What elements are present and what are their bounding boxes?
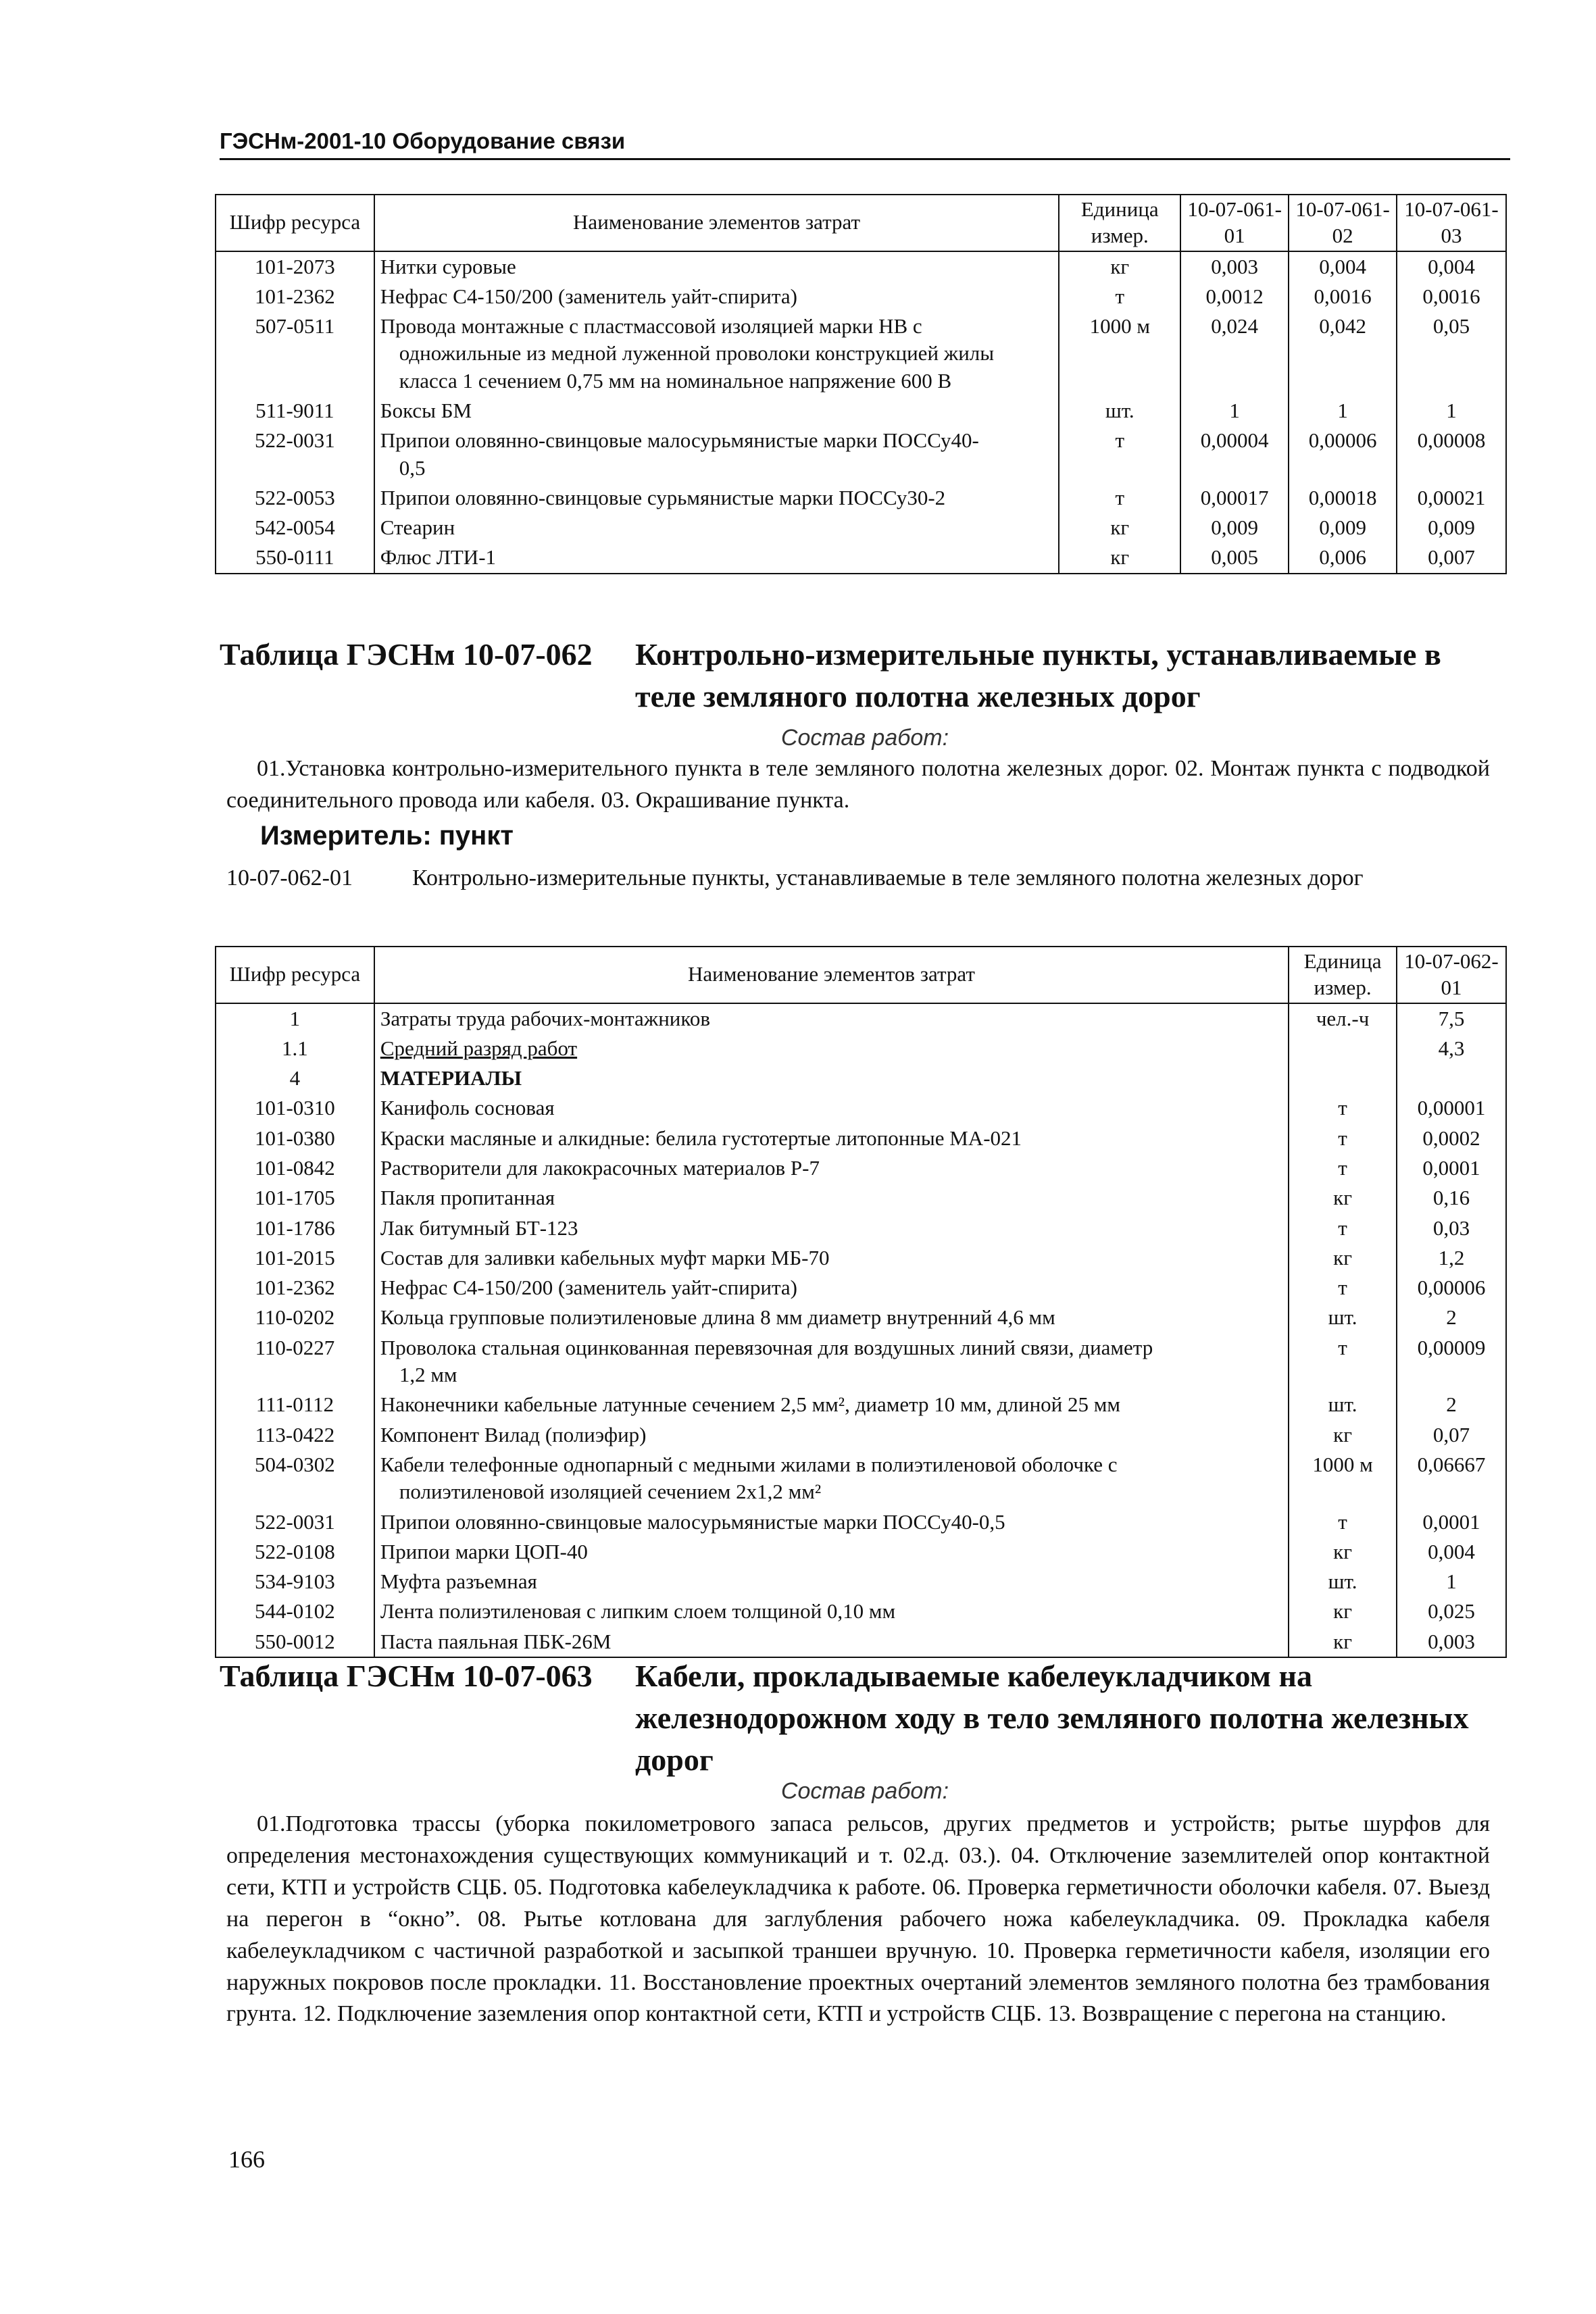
cell-unit: кг — [1289, 1243, 1397, 1273]
cell-unit: шт. — [1289, 1390, 1397, 1419]
cell-value: 0,009 — [1180, 513, 1289, 543]
cell-value: 0,0016 — [1397, 282, 1506, 311]
cell-name-text: Наконечники кабельные латунные сечением 2,5 мм², диаметр 10 мм, длиной 25 мм — [380, 1392, 1120, 1417]
table-body — [216, 1003, 1506, 1658]
cell-name — [374, 1093, 1289, 1123]
table-row — [216, 1390, 1506, 1419]
cell-value: 0,003 — [1180, 251, 1289, 282]
cell-unit: т — [1059, 282, 1180, 311]
cell-name — [374, 1333, 1289, 1390]
table-title-062 — [220, 634, 1510, 718]
cell-value: 0,00018 — [1289, 483, 1397, 513]
table-row — [216, 1124, 1506, 1153]
cell-value: 0,07 — [1397, 1420, 1506, 1450]
cell-name-continuation: 1,2 мм — [399, 1363, 457, 1387]
cell-unit: кг — [1059, 251, 1180, 282]
cell-code: 110-0202 — [216, 1303, 374, 1332]
measure-unit: Измеритель: пункт — [260, 821, 514, 851]
cell-name — [374, 1273, 1289, 1303]
cell-name-text: Нефрас С4-150/200 (заменитель уайт-спирита) — [380, 1276, 797, 1300]
cell-value: 0,00006 — [1289, 426, 1397, 483]
cell-value: 1 — [1397, 396, 1506, 426]
cell-unit: т — [1289, 1124, 1397, 1153]
header-name: Наименование элементов затрат — [374, 947, 1289, 1003]
subitem — [226, 863, 1497, 895]
cell-value: 0,004 — [1397, 1537, 1506, 1567]
cell-name-continuation: одножильные из медной луженной проволоки конструкцией жилы класса 1 сечением 0,75 мм на номинальное напряжение 600 В — [399, 341, 995, 393]
cell-name-text: Припои оловянно-свинцовые малосурьмянистые марки ПОССу40-0,5 — [380, 1509, 1005, 1534]
cell-code: 101-1786 — [216, 1213, 374, 1243]
cell-value: 2 — [1397, 1303, 1506, 1332]
cell-value: 0,00004 — [1180, 426, 1289, 483]
cell-value: 1 — [1180, 396, 1289, 426]
cell-name — [374, 543, 1059, 573]
cell-value: 0,16 — [1397, 1183, 1506, 1213]
works-text: 01.Подготовка трассы (уборка покилометрового запаса рельсов, других предметов и устройств; рытье шурфов для определения местонахождения существующих коммуникаций и т. 02.д. 03.). 04. Отключение заземлителей опор контактной сети, КТП и устройств СЦБ. 05. Подготовка кабелеукладчика к работе. 06. Проверка герметичности оболочки кабеля. 07. Выезд на перегон в “окно”. 08. Рытье котлована для заглубления рабочего ножа кабелеукладчика. 09. Прокладка кабеля кабелеукладчиком с частичной разработкой и засыпкой траншеи вручную. 10. Проверка герметичности кабеля, изоляции его наружных покровов после прокладки. 11. Восстановление проектных очертаний элементов земляного полотна без трамбования грунта. 12. Подключение заземления опор контактной сети, КТП и устройств СЦБ. 13. Возвращение с перегона на станцию. — [226, 1811, 1490, 2027]
cell-code: 522-0031 — [216, 426, 374, 483]
cell-code: 111-0112 — [216, 1390, 374, 1419]
cell-name-text: Затраты труда рабочих-монтажников — [380, 1006, 711, 1030]
cell-unit: т — [1289, 1153, 1397, 1183]
table-title-name: Кабели, прокладываемые кабелеукладчиком на железнодорожном ходу в тело земляного полотна железных дорог — [635, 1659, 1469, 1778]
cell-code: 522-0108 — [216, 1537, 374, 1567]
cell-name — [374, 282, 1059, 311]
cell-name — [374, 251, 1059, 282]
cell-name-text: Нефрас С4-150/200 (заменитель уайт-спирита) — [380, 284, 797, 308]
cell-name — [374, 1303, 1289, 1332]
cell-name — [374, 1537, 1289, 1567]
table-body — [216, 251, 1506, 574]
cell-code: 101-0380 — [216, 1124, 374, 1153]
cell-name — [374, 1213, 1289, 1243]
cell-name-text: МАТЕРИАЛЫ — [380, 1066, 522, 1090]
header-col1: 10-07-062-01 — [1397, 947, 1506, 1003]
cell-unit: чел.-ч — [1289, 1003, 1397, 1034]
cell-name-text: Растворители для лакокрасочных материалов Р-7 — [380, 1155, 820, 1180]
cell-name — [374, 1003, 1289, 1034]
cell-unit: кг — [1289, 1420, 1397, 1450]
table-row — [216, 1303, 1506, 1332]
cell-value: 0,0016 — [1289, 282, 1397, 311]
cell-code: 534-9103 — [216, 1567, 374, 1596]
subitem-code: 10-07-062-01 — [226, 865, 353, 890]
cell-name — [374, 1034, 1289, 1063]
cell-value: 0,005 — [1180, 543, 1289, 573]
cell-unit: т — [1289, 1213, 1397, 1243]
cell-unit: кг — [1289, 1183, 1397, 1213]
cell-code: 110-0227 — [216, 1333, 374, 1390]
cell-unit: т — [1289, 1273, 1397, 1303]
works-text: 01.Установка контрольно-измерительного пункта в теле земляного полотна железных дорог. 02. Монтаж пункта с подводкой соединительного провода или кабеля. 03. Окрашивание пункта. — [226, 756, 1490, 813]
resource-table-062 — [215, 946, 1507, 1658]
cell-code: 507-0511 — [216, 311, 374, 396]
cell-name-continuation: полиэтиленовой изоляцией сечением 2х1,2 мм² — [399, 1480, 822, 1504]
cell-code: 550-0012 — [216, 1627, 374, 1657]
page-number: 166 — [228, 2146, 265, 2173]
header-col1: 10-07-061-01 — [1180, 195, 1289, 251]
cell-value: 7,5 — [1397, 1003, 1506, 1034]
table-title-063 — [220, 1655, 1510, 1781]
cell-name — [374, 1063, 1289, 1093]
cell-value: 2 — [1397, 1390, 1506, 1419]
cell-unit: т — [1059, 483, 1180, 513]
subitem-name: Контрольно-измерительные пункты, устанавливаемые в теле земляного полотна железных дорог — [412, 865, 1364, 890]
cell-unit: т — [1289, 1333, 1397, 1390]
table-row — [216, 1003, 1506, 1034]
table-row — [216, 311, 1506, 396]
cell-value: 0,00021 — [1397, 483, 1506, 513]
table-row — [216, 543, 1506, 573]
cell-value: 0,007 — [1397, 543, 1506, 573]
cell-name-continuation: 0,5 — [399, 455, 426, 480]
header-code: Шифр ресурса — [216, 195, 374, 251]
works-label: Состав работ: — [780, 725, 949, 751]
cell-name-text: Нитки суровые — [380, 254, 516, 278]
header-name: Наименование элементов затрат — [374, 195, 1059, 251]
cell-code: 522-0031 — [216, 1507, 374, 1537]
cell-value: 0,05 — [1397, 311, 1506, 396]
table-header-row — [216, 947, 1506, 1003]
cell-name — [374, 1390, 1289, 1419]
table-row — [216, 396, 1506, 426]
cell-name — [374, 513, 1059, 543]
header-col3: 10-07-061-03 — [1397, 195, 1506, 251]
cell-value: 0,042 — [1289, 311, 1397, 396]
cell-name — [374, 1507, 1289, 1537]
cell-name-text: Проволока стальная оцинкованная перевязочная для воздушных линий связи, диаметр — [380, 1335, 1153, 1359]
table-title-code: Таблица ГЭСНм 10-07-063 — [220, 1659, 593, 1693]
cell-code: 1 — [216, 1003, 374, 1034]
cell-value: 0,06667 — [1397, 1450, 1506, 1507]
table-row — [216, 282, 1506, 311]
table-row — [216, 1273, 1506, 1303]
table-header-row — [216, 195, 1506, 251]
cell-name-text: Провода монтажные с пластмассовой изоляцией марки НВ с — [380, 314, 922, 338]
cell-unit: 1000 м — [1289, 1450, 1397, 1507]
cell-value: 0,00008 — [1397, 426, 1506, 483]
cell-value: 0,0001 — [1397, 1507, 1506, 1537]
cell-name-text: Муфта разъемная — [380, 1569, 537, 1594]
cell-value: 0,0001 — [1397, 1153, 1506, 1183]
cell-name-text: Стеарин — [380, 515, 455, 540]
header-code: Шифр ресурса — [216, 947, 374, 1003]
cell-name — [374, 1420, 1289, 1450]
cell-name — [374, 1243, 1289, 1273]
cell-name — [374, 1450, 1289, 1507]
cell-code: 101-0842 — [216, 1153, 374, 1183]
cell-name-text: Пакля пропитанная — [380, 1186, 555, 1210]
cell-name-text: Кольца групповые полиэтиленовые длина 8 мм диаметр внутренний 4,6 мм — [380, 1305, 1055, 1330]
table-row — [216, 1507, 1506, 1537]
cell-unit — [1289, 1034, 1397, 1063]
cell-name-text: Боксы БМ — [380, 398, 472, 422]
cell-value: 0,0012 — [1180, 282, 1289, 311]
table-row — [216, 251, 1506, 282]
cell-name — [374, 396, 1059, 426]
table-row — [216, 426, 1506, 483]
cell-unit: кг — [1059, 543, 1180, 573]
cell-unit: шт. — [1059, 396, 1180, 426]
cell-value: 4,3 — [1397, 1034, 1506, 1063]
table-row — [216, 1537, 1506, 1567]
cell-unit: шт. — [1289, 1303, 1397, 1332]
cell-code: 550-0111 — [216, 543, 374, 573]
cell-name-text: Паста паяльная ПБК-26М — [380, 1629, 612, 1653]
cell-name — [374, 1567, 1289, 1596]
table-row — [216, 1450, 1506, 1507]
cell-name-text: Канифоль сосновая — [380, 1096, 555, 1120]
cell-value: 0,009 — [1397, 513, 1506, 543]
cell-value: 0,0002 — [1397, 1124, 1506, 1153]
cell-code: 101-2362 — [216, 1273, 374, 1303]
cell-unit: кг — [1059, 513, 1180, 543]
cell-name — [374, 1183, 1289, 1213]
table-row — [216, 1243, 1506, 1273]
resource-table-061 — [215, 194, 1507, 574]
table-row — [216, 1093, 1506, 1123]
table-row — [216, 513, 1506, 543]
cell-value: 0,004 — [1289, 251, 1397, 282]
cell-code: 544-0102 — [216, 1596, 374, 1626]
cell-name — [374, 1596, 1289, 1626]
cell-value — [1397, 1063, 1506, 1093]
cell-name — [374, 426, 1059, 483]
cell-name-text: Флюс ЛТИ-1 — [380, 545, 497, 570]
cell-code: 511-9011 — [216, 396, 374, 426]
cell-name — [374, 483, 1059, 513]
cell-code: 101-2015 — [216, 1243, 374, 1273]
cell-value: 0,00001 — [1397, 1093, 1506, 1123]
header-col2: 10-07-061-02 — [1289, 195, 1397, 251]
cell-value: 0,004 — [1397, 251, 1506, 282]
cell-name-text: Краски масляные и алкидные: белила густотертые литопонные МА-021 — [380, 1126, 1022, 1150]
cell-value: 1,2 — [1397, 1243, 1506, 1273]
table-row — [216, 1183, 1506, 1213]
cell-name-text: Припои марки ЦОП-40 — [380, 1539, 588, 1563]
cell-code: 504-0302 — [216, 1450, 374, 1507]
table-row — [216, 1153, 1506, 1183]
works-label: Состав работ: — [780, 1778, 949, 1804]
table-row — [216, 1063, 1506, 1093]
table-title-code: Таблица ГЭСНм 10-07-062 — [220, 637, 593, 672]
header-unit: Единица измер. — [1059, 195, 1180, 251]
cell-name-text: Средний разряд работ — [380, 1036, 578, 1060]
table-row — [216, 1420, 1506, 1450]
cell-name-text: Лак битумный БТ-123 — [380, 1215, 578, 1240]
cell-value: 0,024 — [1180, 311, 1289, 396]
table-row — [216, 1596, 1506, 1626]
cell-value: 0,003 — [1397, 1627, 1506, 1657]
cell-name — [374, 1153, 1289, 1183]
cell-unit: т — [1059, 426, 1180, 483]
cell-value: 0,009 — [1289, 513, 1397, 543]
cell-unit: шт. — [1289, 1567, 1397, 1596]
cell-unit: кг — [1289, 1596, 1397, 1626]
cell-name-text: Припои оловянно-свинцовые сурьмянистые марки ПОССу30-2 — [380, 485, 946, 509]
header-unit: Единица измер. — [1289, 947, 1397, 1003]
cell-unit: кг — [1289, 1627, 1397, 1657]
cell-code: 101-0310 — [216, 1093, 374, 1123]
cell-value: 0,00006 — [1397, 1273, 1506, 1303]
table-title-name: Контрольно-измерительные пункты, устанавливаемые в теле земляного полотна железных дорог — [635, 637, 1441, 714]
cell-name — [374, 311, 1059, 396]
cell-code: 522-0053 — [216, 483, 374, 513]
cell-code: 113-0422 — [216, 1420, 374, 1450]
table-row — [216, 1213, 1506, 1243]
cell-name — [374, 1124, 1289, 1153]
cell-value: 0,00009 — [1397, 1333, 1506, 1390]
cell-unit: т — [1289, 1093, 1397, 1123]
cell-value: 0,03 — [1397, 1213, 1506, 1243]
running-header: ГЭСНм-2001-10 Оборудование связи — [220, 128, 1510, 160]
cell-value: 0,006 — [1289, 543, 1397, 573]
cell-name-text: Компонент Вилад (полиэфир) — [380, 1422, 647, 1447]
cell-value: 0,00017 — [1180, 483, 1289, 513]
cell-name-text: Состав для заливки кабельных муфт марки МБ-70 — [380, 1245, 830, 1269]
cell-unit — [1289, 1063, 1397, 1093]
cell-name — [374, 1627, 1289, 1657]
cell-name-text: Кабели телефонные однопарный с медными жилами в полиэтиленовой оболочке с — [380, 1452, 1118, 1476]
cell-code: 101-2073 — [216, 251, 374, 282]
cell-unit: 1000 м — [1059, 311, 1180, 396]
cell-value: 0,025 — [1397, 1596, 1506, 1626]
cell-unit: т — [1289, 1507, 1397, 1537]
cell-unit: кг — [1289, 1537, 1397, 1567]
cell-code: 1.1 — [216, 1034, 374, 1063]
cell-code: 101-1705 — [216, 1183, 374, 1213]
table-row — [216, 1627, 1506, 1657]
cell-name-text: Лента полиэтиленовая с липким слоем толщиной 0,10 мм — [380, 1599, 896, 1624]
table-row — [216, 483, 1506, 513]
table-row — [216, 1034, 1506, 1063]
cell-code: 101-2362 — [216, 282, 374, 311]
cell-name-text: Припои оловянно-свинцовые малосурьмянистые марки ПОССу40- — [380, 428, 979, 453]
cell-code: 4 — [216, 1063, 374, 1093]
table-row — [216, 1567, 1506, 1596]
cell-value: 1 — [1289, 396, 1397, 426]
table-row — [216, 1333, 1506, 1390]
cell-value: 1 — [1397, 1567, 1506, 1596]
cell-code: 542-0054 — [216, 513, 374, 543]
